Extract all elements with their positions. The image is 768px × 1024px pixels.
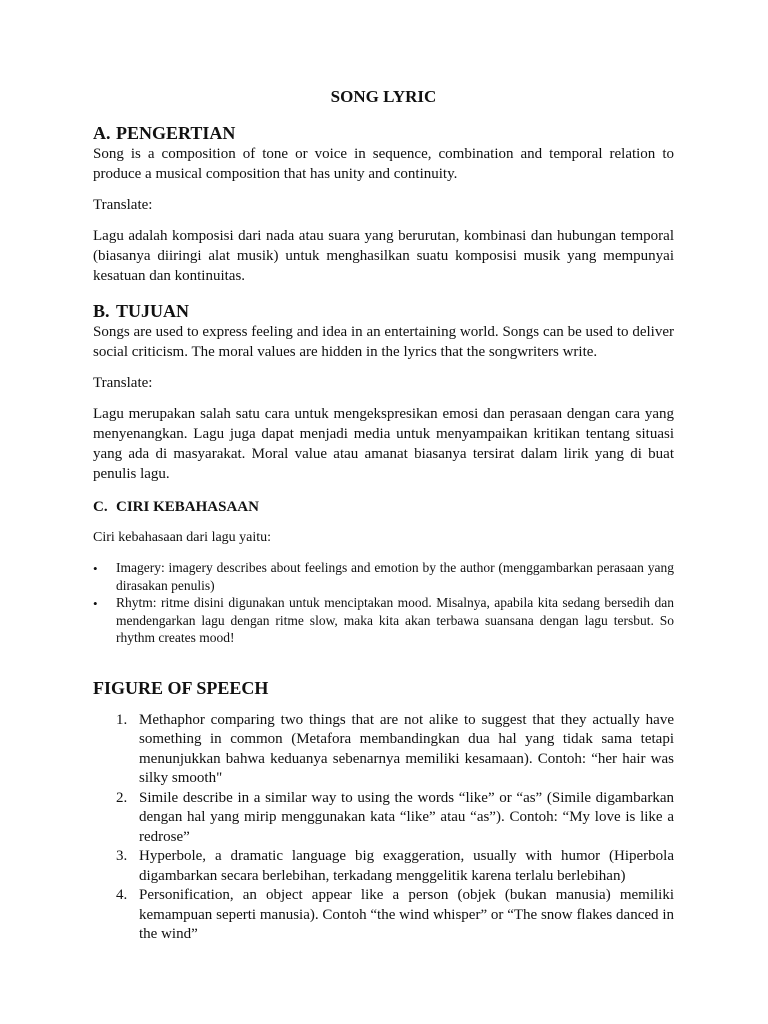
document-content: [93, 86, 674, 945]
item-text: Simile describe in a similar way to using the words “like” or “as” (Simile digambarkan dengan hal yang mirip menggunakan kata “like” atau “as”). Contoh: “My love is like a redrose”: [139, 789, 674, 845]
section-b-number: B.: [93, 301, 110, 321]
list-item: [93, 886, 674, 945]
section-c-number: C.: [93, 499, 108, 515]
section-a-translate-label: Translate:: [93, 197, 153, 213]
list-item: [93, 559, 674, 594]
item-number: 3.: [116, 848, 128, 864]
item-number: 1.: [116, 711, 128, 728]
section-c-intro: Ciri kebahasaan dari lagu yaitu:: [93, 530, 272, 545]
figure-of-speech-heading: FIGURE OF SPEECH: [93, 677, 269, 698]
section-a-title: PENGERTIAN: [116, 123, 236, 143]
list-item: [93, 847, 674, 886]
section-a-heading: [93, 122, 674, 144]
section-c-heading: [93, 497, 674, 517]
document-title: SONG LYRIC: [330, 87, 437, 106]
section-c-bullet-list: [93, 559, 674, 647]
item-text: Methaphor comparing two things that are not alike to suggest that they actually have something in common (Metafora membandingkan dua hal yang tidak sama tetapi menunjukkan bahwa keduanya sebenarnya memiliki kesamaan). Contoh: “her hair was silky smooth": [139, 711, 674, 786]
section-a-body: Song is a composition of tone or voice in sequence, combination and temporal relation to produce a musical composition that has unity and continuity.: [93, 146, 674, 182]
bullet-icon: •: [93, 561, 98, 576]
list-item: [93, 711, 674, 789]
section-b-translation: Lagu merupakan salah satu cara untuk mengekspresikan emosi dan perasaan dengan cara yang menyenangkan. Lagu juga dapat menjadi media untuk menyampaikan kritikan tentang situasi yang ada di masyarakat. Moral value atau amanat biasanya tersirat dalam lirik yang di buat penulis lagu.: [93, 406, 674, 482]
bullet-icon: •: [93, 596, 98, 611]
section-b-body: Songs are used to express feeling and idea in an entertaining world. Songs can be used to deliver social criticism. The moral values are hidden in the lyrics that the songwriters write.: [93, 324, 674, 360]
section-b-translate-label: Translate:: [93, 375, 153, 391]
list-item: [93, 594, 674, 647]
section-b-heading: [93, 300, 674, 322]
section-b-title: TUJUAN: [116, 301, 190, 321]
section-c-title: CIRI KEBAHASAAN: [116, 499, 259, 515]
bullet-text: Rhytm: ritme disini digunakan untuk menciptakan mood. Misalnya, apabila kita sedang bersedih dan mendengarkan lagu dengan ritme slow, maka kita akan terbawa suansana dengan lagu tersbut. So rhythm creates mood!: [116, 595, 674, 645]
figure-of-speech-list: [93, 711, 674, 945]
item-number: 2.: [116, 789, 128, 806]
bullet-text: Imagery: imagery describes about feelings and emotion by the author (menggambarkan perasaan yang dirasakan penulis): [116, 560, 674, 593]
list-item: [93, 789, 674, 848]
item-number: 4.: [116, 887, 128, 903]
item-text: Personification, an object appear like a person (objek (bukan manusia) memiliki kemampuan seperti manusia). Contoh “the wind whisper” or “The snow flakes danced in the wind”: [139, 887, 674, 942]
section-a-number: A.: [93, 123, 111, 143]
section-a-translation: Lagu adalah komposisi dari nada atau suara yang berurutan, kombinasi dan hubungan temporal (biasanya diiringi alat musik) untuk menghasilkan suatu komposisi musik yang mempunyai kesatuan dan kontinuitas.: [93, 228, 674, 284]
item-text: Hyperbole, a dramatic language big exaggeration, usually with humor (Hiperbola digambarkan secara berlebihan, terkadang menggelitik karena terlalu berlebihan): [139, 848, 674, 884]
